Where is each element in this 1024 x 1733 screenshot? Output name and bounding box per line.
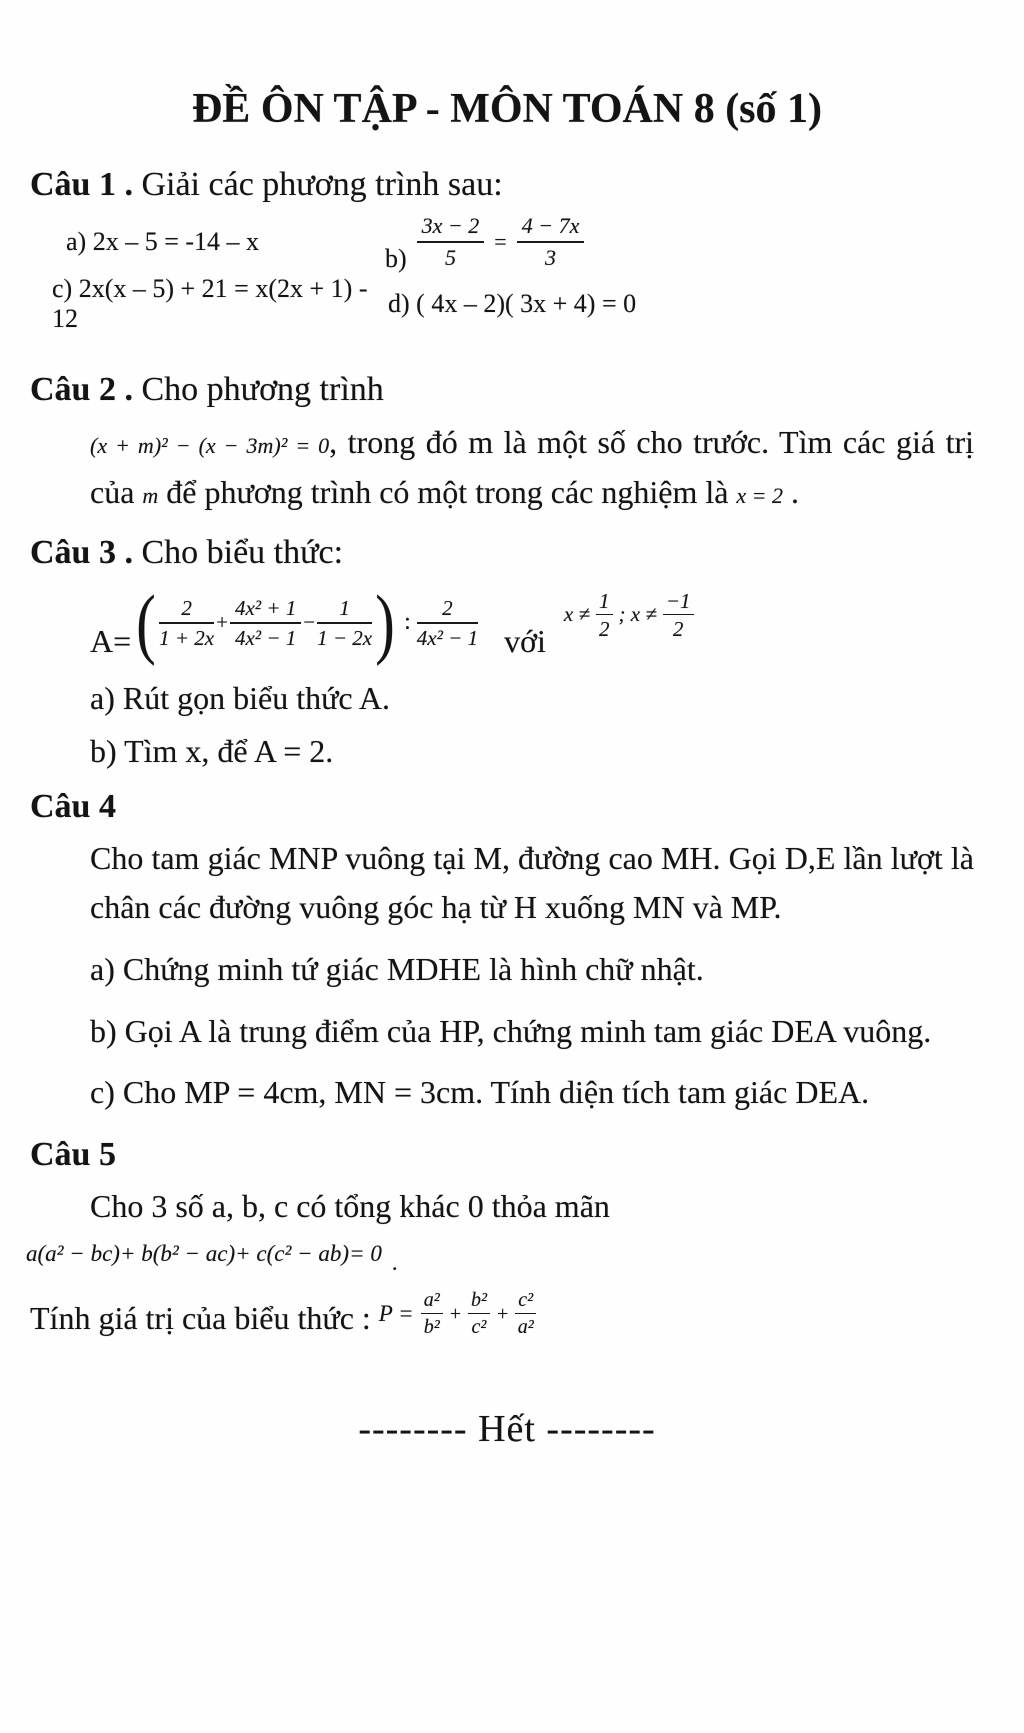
- fraction: [159, 596, 214, 650]
- equals-sign: =: [494, 228, 507, 254]
- division-colon: :: [404, 609, 411, 636]
- denominator: 5: [444, 244, 456, 270]
- cau1-heading: [30, 163, 984, 207]
- fraction: [417, 213, 485, 270]
- cau3-item-a: a) Rút gọn biểu thức A.: [90, 679, 390, 716]
- cau1-item-c: c) 2x(x – 5) + 21 = x(2x + 1) - 12: [52, 274, 368, 334]
- fraction: [663, 589, 694, 641]
- cau2-label: Câu 2 .: [30, 371, 133, 409]
- cau1-item-b: [385, 213, 584, 274]
- cau3-heading: [30, 531, 984, 575]
- denominator: a²: [517, 1316, 534, 1339]
- fraction: [515, 1289, 536, 1339]
- fraction: [517, 213, 585, 270]
- numerator: a²: [421, 1289, 443, 1314]
- cau5-label: Câu 5: [30, 1135, 116, 1173]
- cau1-row-ab: [30, 213, 984, 274]
- cau3-domain-condition: [564, 589, 694, 641]
- cau1-item-d: d) ( 4x – 2)( 3x + 4) = 0: [388, 289, 637, 319]
- cau2-text-2: để phương trình có một trong các nghiệm là: [158, 473, 737, 510]
- cau2-text-3: .: [783, 473, 800, 510]
- denominator: 4x² − 1: [416, 625, 479, 650]
- denominator: 3: [545, 244, 557, 270]
- cau1-label: Câu 1 .: [30, 166, 133, 204]
- cau2-paragraph: [90, 418, 974, 517]
- page-title: ĐỀ ÔN TẬP - MÔN TOÁN 8 (số 1): [191, 86, 823, 132]
- plus-sign: +: [216, 610, 228, 635]
- end-marker: -------- Hết --------: [358, 1408, 656, 1451]
- numerator: 1: [596, 589, 613, 615]
- cau5-p-formula: [379, 1289, 536, 1339]
- condition-separator: ; x ≠: [618, 602, 657, 627]
- cau2-heading-text: Cho phương trình: [132, 371, 384, 409]
- cau2-root-value: x = 2: [736, 482, 784, 508]
- cau4-item-c: c) Cho MP = 4cm, MN = 3cm. Tính diện tích tam giác DEA.: [90, 1074, 870, 1111]
- denominator: 1 + 2x: [159, 625, 215, 650]
- numerator: 4 − 7x: [517, 213, 585, 242]
- p-lhs: P =: [378, 1301, 414, 1327]
- cau2-equation: (x + m)² − (x − 3m)² = 0: [90, 433, 330, 459]
- cau1-b-label: b): [385, 244, 407, 274]
- fraction: [417, 596, 478, 650]
- fraction: [596, 589, 613, 641]
- cau4-item-a: a) Chứng minh tứ giác MDHE là hình chữ nhật.: [90, 951, 704, 988]
- denominator: 1 − 2x: [317, 625, 373, 650]
- denominator: 2: [599, 616, 610, 641]
- cau1-row-cd: [30, 274, 984, 334]
- cau1-item-a-text: a) 2x – 5 = -14 – x: [66, 226, 260, 256]
- cau3-formula: [90, 578, 984, 666]
- fraction: [230, 596, 301, 650]
- cau3-lhs: A=: [90, 622, 132, 659]
- period: .: [391, 1250, 398, 1276]
- cau3-item-b: b) Tìm x, để A = 2.: [90, 732, 334, 769]
- open-paren: (: [136, 578, 156, 666]
- cau5-intro: Cho 3 số a, b, c có tổng khác 0 thỏa mãn: [90, 1187, 610, 1224]
- numerator: 4x² + 1: [230, 596, 301, 624]
- denominator: 2: [672, 616, 684, 641]
- fraction: [421, 1289, 443, 1339]
- cau2-heading: [30, 368, 984, 412]
- cau5-outro-row: [30, 1289, 984, 1343]
- cau2-text-1: , trong đó m là một số cho trước. Tìm các giá trị của: [90, 424, 975, 510]
- numerator: b²: [468, 1289, 490, 1314]
- minus-sign: −: [303, 610, 316, 635]
- fraction: [468, 1289, 490, 1339]
- numerator: 2: [417, 596, 478, 624]
- numerator: 3x − 2: [417, 213, 485, 242]
- cau4-item-b: b) Gọi A là trung điểm của HP, chứng minh tam giác DEA vuông.: [90, 1012, 932, 1049]
- plus-sign: +: [496, 1302, 509, 1325]
- cau1-heading-text: Giải các phương trình sau:: [132, 166, 503, 204]
- numerator: 1: [317, 596, 372, 624]
- numerator: −1: [663, 589, 694, 615]
- fraction: [317, 596, 372, 650]
- close-paren: ): [375, 578, 395, 666]
- cau1-item-a: [30, 227, 385, 257]
- cau2-m-symbol: m: [142, 482, 159, 508]
- denominator: c²: [471, 1316, 487, 1339]
- cau5-outro-text: Tính giá trị của biểu thức :: [30, 1299, 371, 1336]
- cau5-condition-formula: [26, 1241, 984, 1276]
- numerator: c²: [515, 1289, 536, 1314]
- cau3-voi-text: với: [504, 622, 546, 659]
- cau4-label: Câu 4: [30, 787, 116, 825]
- cau3-heading-text: Cho biểu thức:: [132, 534, 344, 572]
- condition-x-ne: x ≠: [563, 602, 590, 627]
- cau4-intro: Cho tam giác MNP vuông tại M, đường cao MH. Gọi D,E lần lượt là chân các đường vuông góc hạ từ H xuống MN và MP.: [90, 839, 974, 926]
- denominator: 4x² − 1: [234, 625, 297, 650]
- denominator: b²: [423, 1316, 440, 1339]
- numerator: 2: [159, 596, 214, 624]
- cau5-identity: a(a² − bc)+ b(b² − ac)+ c(c² − ab)= 0: [26, 1241, 382, 1267]
- plus-sign: +: [449, 1302, 461, 1325]
- cau3-label: Câu 3 .: [30, 534, 133, 572]
